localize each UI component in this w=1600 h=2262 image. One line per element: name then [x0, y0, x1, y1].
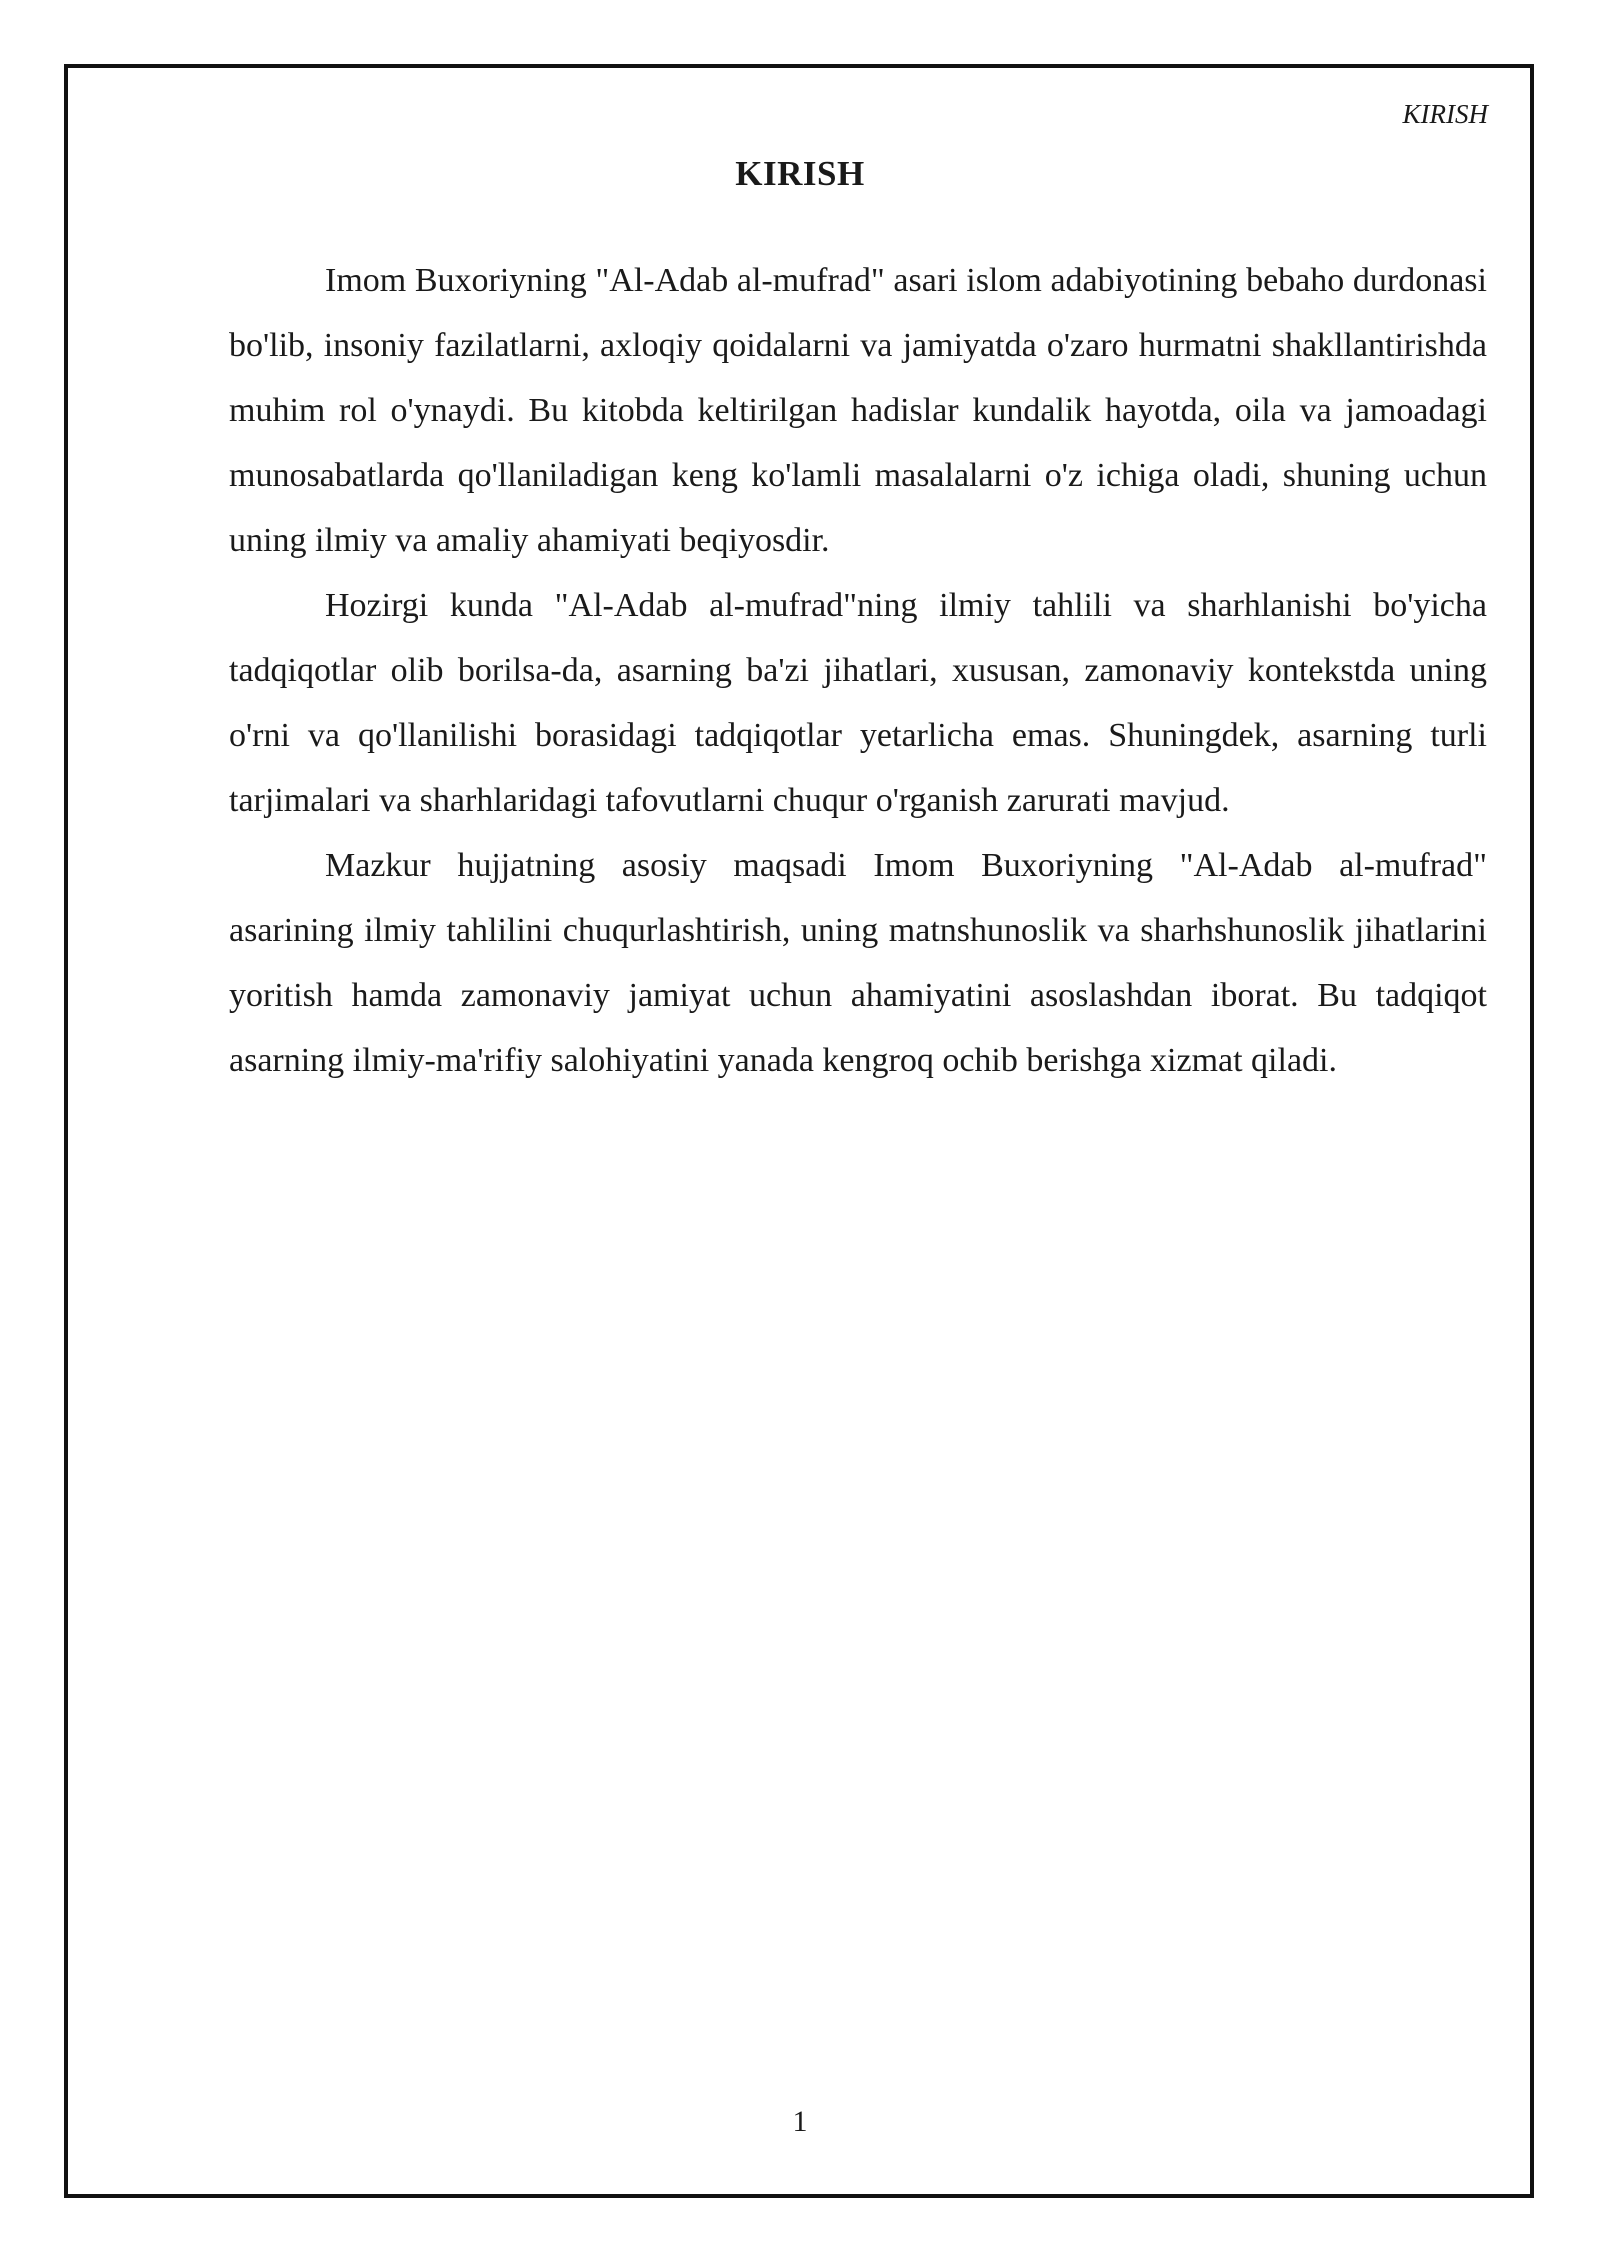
body-text	[229, 248, 1487, 1093]
running-header: KIRISH	[1402, 99, 1488, 129]
paragraph: Mazkur hujjatning asosiy maqsadi Imom Buxoriyning "Al-Adab al-mufrad" asarining ilmiy tahlilini chuqurlashtirish, uning matnshunoslik va sharhshunoslik jihatlarini yoritish hamda zamonaviy jamiyat uchun ahamiyatini asoslashdan iborat. Bu tadqiqot asarning ilmiy-ma'rifiy salohiyatini yanada kengroq ochib berishga xizmat qiladi.	[229, 847, 1487, 1079]
paragraph: Hozirgi kunda "Al-Adab al-mufrad"ning ilmiy tahlili va sharhlanishi bo'yicha tadqiqotlar olib borilsa-da, asarning ba'zi jihatlari, xususan, zamonaviy kontekstda uning o'rni va qo'llanilishi borasidagi tadqiqotlar yetarlicha emas. Shuningdek, asarning turli tarjimalari va sharhlaridagi tafovutlarni chuqur o'rganish zarurati mavjud.	[229, 587, 1487, 819]
page-number: 1	[792, 2105, 808, 2138]
section-title: KIRISH	[735, 154, 865, 193]
paragraph: Imom Buxoriyning "Al-Adab al-mufrad" asari islom adabiyotining bebaho durdonasi bo'lib, insoniy fazilatlarni, axloqiy qoidalarni va jamiyatda o'zaro hurmatni shakllantirishda muhim rol o'ynaydi. Bu kitobda keltirilgan hadislar kundalik hayotda, oila va jamoadagi munosabatlarda qo'llaniladigan keng ko'lamli masalalarni o'z ichiga oladi, shuning uchun uning ilmiy va amaliy ahamiyati beqiyosdir.	[229, 262, 1487, 559]
